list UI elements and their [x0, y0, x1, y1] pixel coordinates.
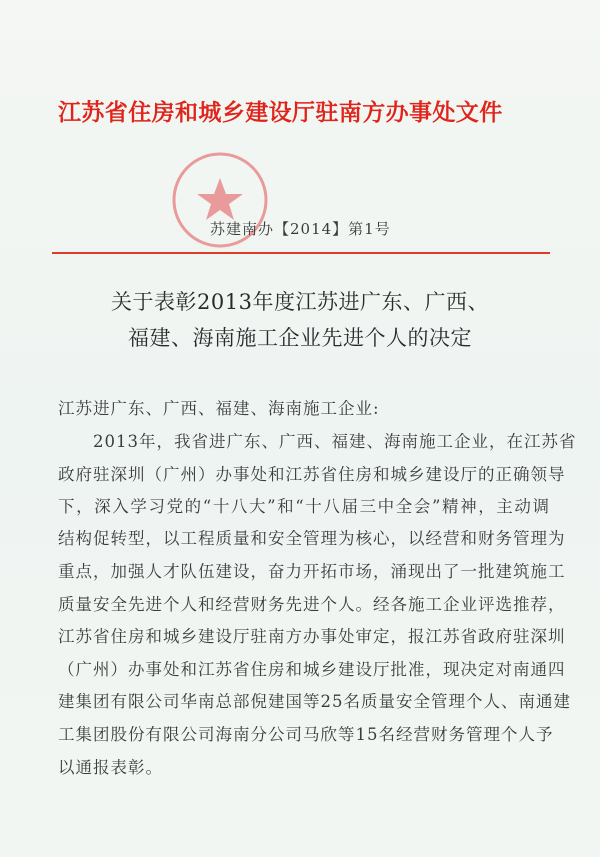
document-header-title: 江苏省住房和城乡建设厅驻南方办事处文件	[58, 100, 503, 125]
body-line: 质量安全先进个人和经营财务先进个人。经各施工企业评选推荐，	[58, 595, 566, 614]
decision-heading-line-1: 关于表彰2013年度江苏进广东、广西、	[111, 290, 489, 314]
body-line: 下，深入学习党的“十八大”和“十八届三中全会”精神，主动调	[58, 497, 550, 516]
body-line: （广州）办事处和江苏省住房和城乡建设厅批准，现决定对南通四	[58, 660, 566, 679]
red-divider	[52, 252, 550, 254]
decision-heading-line-2: 福建、海南施工企业先进个人的决定	[128, 326, 472, 350]
salutation: 江苏进广东、广西、福建、海南施工企业:	[58, 399, 380, 418]
body-line: 建集团有限公司华南总部倪建国等25名质量安全管理个人、南通建	[58, 692, 571, 711]
body-line: 以通报表彰。	[58, 758, 163, 777]
document-number: 苏建南办【2014】第1号	[210, 220, 391, 238]
body-line: 重点，加强人才队伍建设，奋力开拓市场，涌现出了一批建筑施工	[58, 562, 566, 581]
body-line: 江苏省住房和城乡建设厅驻南方办事处审定，报江苏省政府驻深圳	[58, 627, 566, 646]
body-line: 政府驻深圳（广州）办事处和江苏省住房和城乡建设厅的正确领导	[58, 465, 566, 484]
body-line: 工集团股份有限公司海南分公司马欣等15名经营财务管理个人予	[58, 725, 554, 744]
body-line: 2013年，我省进广东、广西、福建、海南施工企业，在江苏省	[58, 432, 577, 451]
body-line: 结构促转型，以工程质量和安全管理为核心，以经营和财务管理为	[58, 529, 566, 548]
